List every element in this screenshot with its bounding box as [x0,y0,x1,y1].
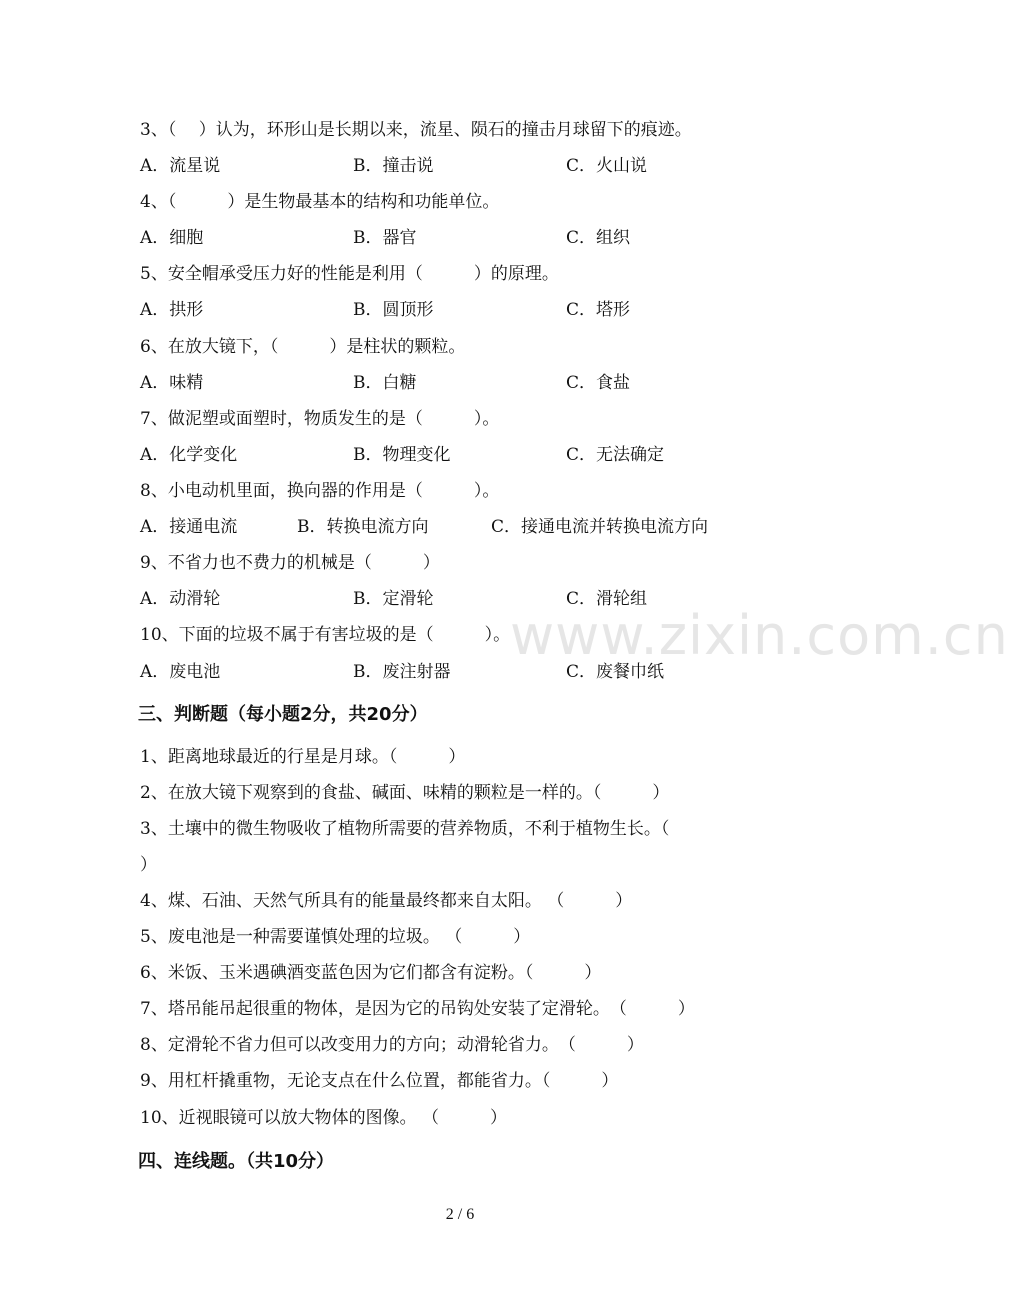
option-b: B．定滑轮 [353,589,434,609]
judgement-item: 1、距离地球最近的行星是月球。（ ） [140,747,466,767]
section-heading: 三、判断题（每小题2分，共20分） [138,704,428,725]
judgement-item: 4、煤、石油、天然气所具有的能量最终都来自太阳。 （ ） [140,891,633,911]
judgement-item: 5、废电池是一种需要谨慎处理的垃圾。 （ ） [140,927,531,947]
option-b: B．撞击说 [353,156,434,176]
question-7: 7、做泥塑或面塑时，物质发生的是（ ）。 [140,409,500,429]
option-c: C．火山说 [566,156,648,176]
judgement-item: 7、塔吊能吊起很重的物体，是因为它的吊钩处安装了定滑轮。 （ ） [140,999,695,1019]
judgement-item-continued: ） [140,855,157,875]
watermark: www.zixin.com.cn [510,604,1009,667]
question-4: 4、（ ）是生物最基本的结构和功能单位。 [140,192,500,212]
option-b: B．转换电流方向 [297,517,429,537]
question-5: 5、安全帽承受压力好的性能是利用（ ）的原理。 [140,264,559,284]
option-c: C．废餐巾纸 [566,662,665,682]
question-10: 10、下面的垃圾不属于有害垃圾的是（ ）。 [140,625,511,645]
option-b: B．圆顶形 [353,300,434,320]
question-9: 9、不省力也不费力的机械是（ ） [140,553,440,573]
option-b: B．白糖 [353,373,417,393]
question-3: 3、（ ）认为，环形山是长期以来，流星、陨石的撞击月球留下的痕迹。 [140,120,692,140]
judgement-item: 9、用杠杆撬重物，无论支点在什么位置，都能省力。（ ） [140,1071,619,1091]
option-b: B．器官 [353,228,417,248]
question-6: 6、在放大镜下，（ ）是柱状的颗粒。 [140,337,466,357]
option-c: C．食盐 [566,373,631,393]
judgement-item: 8、定滑轮不省力但可以改变用力的方向；动滑轮省力。 （ ） [140,1035,644,1055]
judgement-item: 2、在放大镜下观察到的食盐、碱面、味精的颗粒是一样的。（ ） [140,783,670,803]
option-a: A．细胞 [140,228,204,248]
option-a: A．废电池 [140,662,221,682]
question-8: 8、小电动机里面，换向器的作用是（ ）。 [140,481,500,501]
judgement-item: 3、土壤中的微生物吸收了植物所需要的营养物质，不利于植物生长。（ [140,819,670,839]
option-a: A．流星说 [140,156,221,176]
judgement-item: 6、米饭、玉米遇碘酒变蓝色因为它们都含有淀粉。（ ） [140,963,602,983]
option-a: A．接通电流 [140,517,238,537]
option-c: C．组织 [566,228,631,248]
option-a: A．拱形 [140,300,204,320]
option-a: A．化学变化 [140,445,238,465]
option-b: B．物理变化 [353,445,451,465]
option-a: A．味精 [140,373,204,393]
option-c: C．接通电流并转换电流方向 [491,517,709,537]
option-c: C．塔形 [566,300,631,320]
section-heading: 四、连线题。（共10分） [138,1151,335,1172]
option-c: C．滑轮组 [566,589,648,609]
option-c: C．无法确定 [566,445,665,465]
page-number: 2 / 6 [445,1206,475,1223]
option-a: A．动滑轮 [140,589,221,609]
option-b: B．废注射器 [353,662,451,682]
judgement-item: 10、近视眼镜可以放大物体的图像。 （ ） [140,1108,508,1128]
